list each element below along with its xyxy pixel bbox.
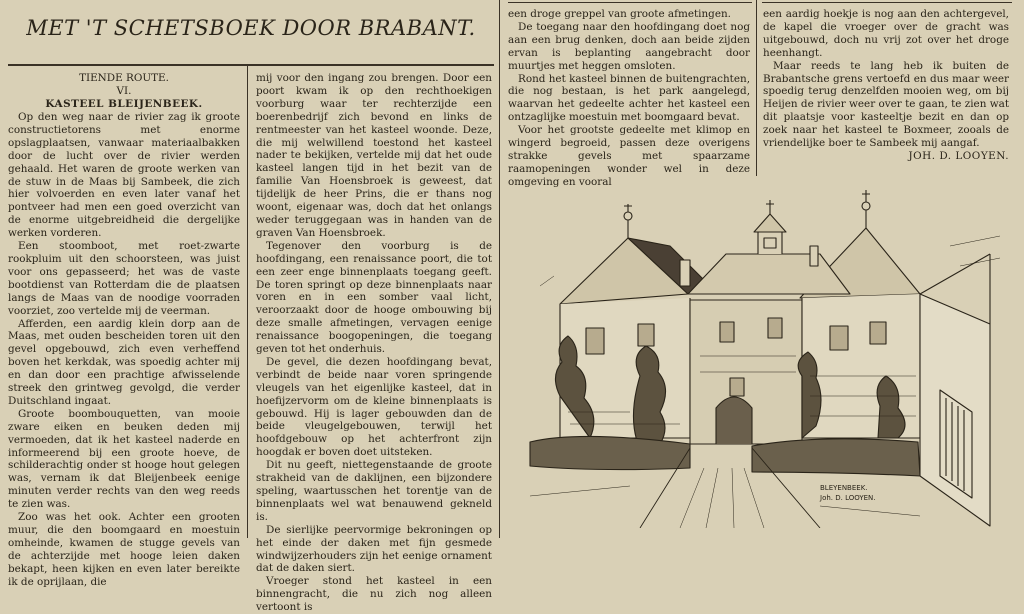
paragraph: een aardig hoekje is nog aan den achtergevel, de kapel die vroeger over de gracht was uitgebouwd, doch nu vrij zot over het droge heenhangt. — [763, 8, 1009, 59]
signature: JOH. D. LOOYEN. — [908, 149, 1009, 162]
paragraph: een droge greppel van groote afmetingen. — [508, 8, 731, 20]
paragraph: Rond het kasteel binnen de buitengrachten, die nog bestaan, is het park aangelegd, waarvan het gedeelte achter het kasteel een ontzaglijke moestuin met boomgaard bevat. — [508, 72, 750, 124]
paragraph: Zoo was het ook. Achter een grooten muur, die den boomgaard en moestuin omheinde, kwamen de stugge gevels van de achterzijde met hooge leien daken bekapt, heen kijken en even later bereikte ik de oprijlaan, die — [8, 511, 240, 588]
paragraph: Vroeger stond het kasteel in een binnengracht, die nu zich nog alleen vertoont is — [256, 575, 492, 614]
paragraph: De toegang naar den hoofdingang doet nog aan een brug denken, doch aan beide zijden ervan is beplanting aangebracht door muurtjes met heggen omsloten. — [508, 20, 750, 72]
masthead — [8, 2, 494, 66]
sketch-caption-title: BLEYENBEEK. — [820, 484, 868, 492]
article-column-2 — [256, 72, 492, 614]
paragraph: Een stoomboot, met roet-zwarte rookpluim uit den schoorsteen, was juist voor ons gepasseerd; het was de vaste bootdienst van Rotterdam die de plaatsen langs de Maas van de noodige voorraden voorziet, zoo vertelde mij de veerman. — [8, 240, 240, 317]
paragraph: Dit nu geeft, niettegenstaande de groote strakheid van de daklijnen, een bijzondere speling, waartusschen het torentje van de binnenplaats wel wat benauwend gekneld is. — [256, 459, 492, 523]
section-number: VI. — [116, 85, 132, 97]
column-rule — [756, 0, 757, 176]
article-column-1 — [8, 72, 240, 589]
paragraph: Tegenover den voorburg is de hoofdingang, een renaissance poort, die tot een zeer enge binnenplaats toegang geeft. De toren springt op deze binnenplaats naar voren en in een somber vaal licht, veroorzaakt door de hooge ombouwing bij deze smalle afmetingen, vervagen eenige renaissance boogopeningen, die toegang geven tot het onderhuis. — [256, 239, 492, 356]
paragraph: mij voor den ingang zou brengen. Door een poort kwam ik op den rechthoekigen voorburg waar ter rechterzijde een boerenbedrijf zich bevond en links de rentmeester van het kasteel woonde. Deze, die mij welwillend toestond het kasteel nader te bekijken, vertelde mij dat het oude kasteel langen tijd in het bezit van de familie Van Hoensbroek is geweest, dat tijdelijk de heer Prins, die er thans nog woont, eigenaar was, doch dat het onlangs weder teruggegaan was in handen van de graven Van Hoensbroek. — [256, 72, 492, 239]
paragraph: Maar reeds te lang heb ik buiten de Brabantsche grens vertoefd en dus maar weer spoedig terug denzelfden mooien weg, om bij Heijen de rivier weer over te gaan, te zien wat dit plaatsje voor kasteeltje bezit en dan op zoek naar het kasteel te Boxmeer, zooals de vriendelijke boer te Sambeek mij aangaf. — [763, 59, 1009, 150]
paragraph: De gevel, die dezen hoofdingang bevat, verbindt de beide naar voren springende vleugels van het eigenlijke kasteel, dat in hoefijzervorm om de kleine binnenplaats is gebouwd. Hij is lager gebouwden dan de beide vleugelgebouwen, terwijl het hoofdgebouw op het achterfront zijn hoogdak er boven doet uitsteken. — [256, 355, 492, 459]
column-rule — [499, 0, 500, 538]
paragraph: Voor het grootste gedeelte met klimop en wingerd begroeid, passen deze overigens strakke gevels met spaarzame raamopeningen wonder wel in deze omgeving en vooral — [508, 124, 750, 188]
column-rule — [247, 66, 248, 538]
masthead-title: MET 'T SCHETSBOEK DOOR BRABANT. — [26, 16, 476, 40]
paragraph: Groote boombouquetten, van mooie zware eiken en beuken deden mij vermoeden, dat ik het kasteel naderde en informeerend bij een groote hoeve, de schilderachtig onder st hooge hout gelegen was, vernam ik dat Bleijenbeek eenige minuten verder rechts van den weg reeds te zien was. — [8, 407, 240, 511]
top-rule — [508, 2, 752, 3]
article-column-4 — [763, 8, 1009, 163]
paragraph: Op den weg naar de rivier zag ik groote constructietorens met enorme opslagplaatsen, vanwaar materiaalbakken door de lucht over de rivier werden gehaald. Het waren de groote werken van de stuw in de Maas bij Sambeek, die zich hier volvoerden en even later vanaf het pontveer had men een goed overzicht van de enorme uitgebreidheid die dergelijke werken vorderen. — [8, 111, 240, 240]
paragraph: De sierlijke peervormige bekroningen op het einde der daken met fijn gesmede windwijzerhouders zijn het eenige ornament dat de daken siert. — [256, 523, 492, 575]
paragraph: Afferden, een aardig klein dorp aan de Maas, met ouden bescheiden toren uit den gevel opgebouwd, zich even verheffend boven het kerkdak, was spoedig achter mij en dan door een prachtige afwisselende streek den grintweg gevolgd, die verder Duitschland ingaat. — [8, 317, 240, 407]
article-heading: KASTEEL BLEIJENBEEK. — [45, 98, 203, 110]
top-rule — [762, 2, 1012, 3]
route-heading: TIENDE ROUTE. — [79, 72, 169, 84]
castle-sketch-illustration — [520, 176, 1005, 528]
sketch-caption-artist: Joh. D. LOOYEN. — [820, 494, 876, 502]
article-column-3 — [508, 8, 750, 189]
